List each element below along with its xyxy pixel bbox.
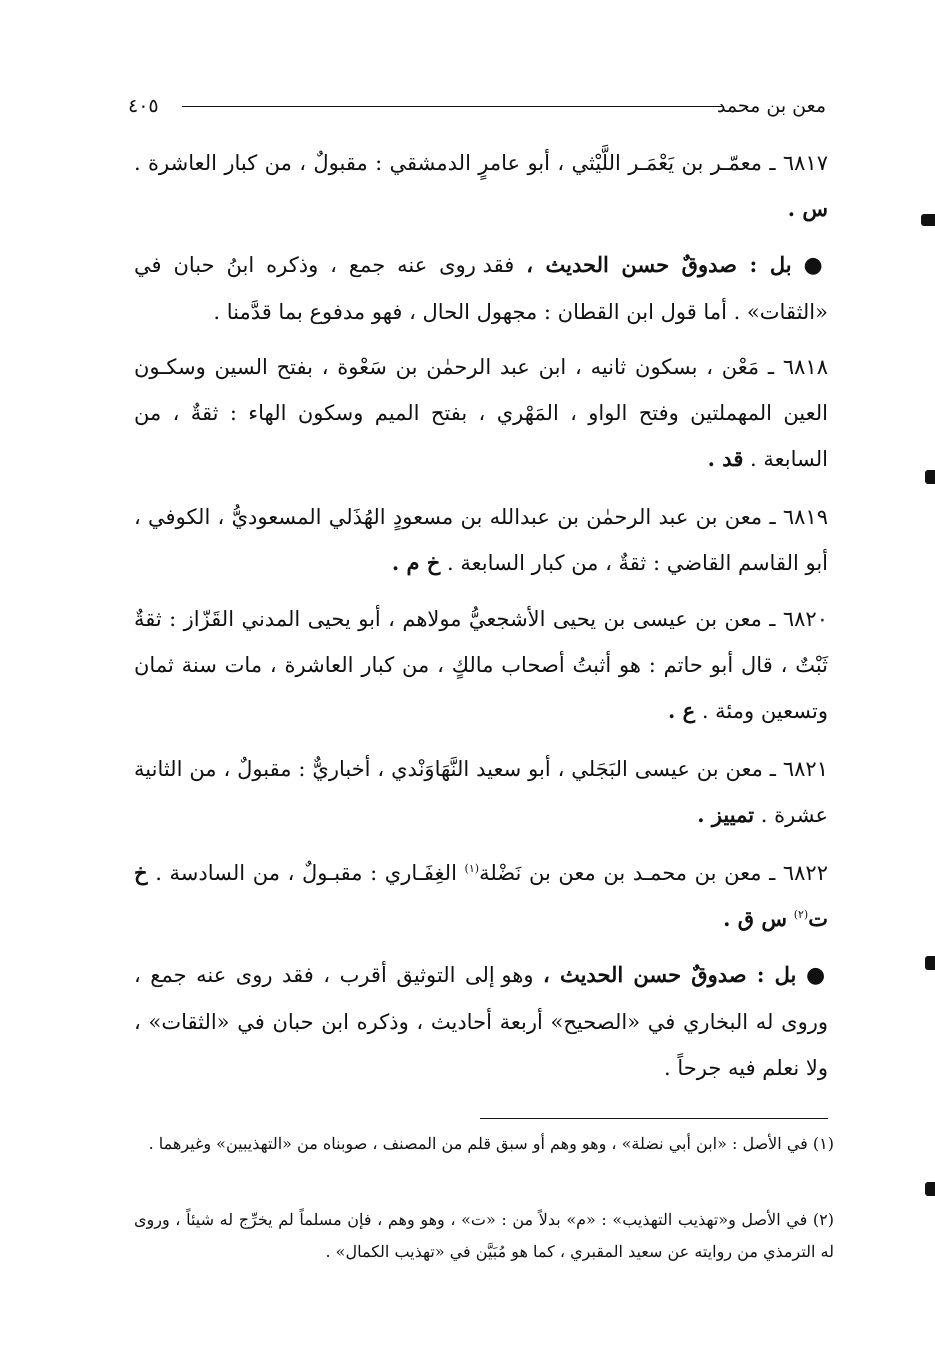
source-symbol: قد . [707,446,744,471]
header-rule [182,106,722,107]
footnote-1 [134,1128,834,1160]
entry-6818 [134,344,828,482]
entry-6821 [134,746,828,838]
source-symbol-2: س ق . [723,906,788,931]
footnote-text: في الأصل و«تهذيب التهذيب» : «م» بدلاً من : «ت» ، وهو وهم ، فإن مسلماً لم يخرِّج له شيئاً ، وروى له الترمذي من روايته عن سعيد المقبري ، كما هو مُبَيَّن في «تهذيب الكمال» . [134,1210,834,1261]
footnote-2 [134,1204,834,1268]
source-symbol: خ ت [134,860,828,931]
running-title: معن بن محمد [716,95,826,117]
page-header [128,92,826,124]
comment-6817 [134,242,828,335]
scan-edge-mark [925,956,935,970]
comment-lead: بل : صدوقٌ حسن الحديث ، [526,252,792,277]
comment-lead: بل : صدوقٌ حسن الحديث ، [543,962,797,987]
footnote-number: (٢) [812,1210,834,1229]
entry-6820 [134,596,828,734]
footnote-ref-1: (١) [464,862,480,875]
entry-text: ٦٨٢١ ـ معن بن عيسى البَجَلي ، أبو سعيد النَّهَاوَنْدي ، أخباريٌّ : مقبولٌ ، من الثانية عشرة . [134,757,828,827]
bullet-icon: ● [805,963,829,988]
source-symbol: ع . [667,698,696,723]
entry-text-part-1: ٦٨٢٢ ـ معن بن محمـد بن معن بن نَضْلة [479,861,828,885]
comment-6822 [134,952,828,1091]
entry-text: ٦٨١٧ ـ معمّـر بن يَعْمَـر اللَّيْثي ، أبو عامرٍ الدمشقي : مقبولٌ ، من كبار العاشرة . [134,151,828,175]
footnote-rule [480,1118,828,1119]
entry-text: ٦٨١٩ ـ معن بن عبد الرحمٰن بن عبدالله بن مسعودٍ الهُذَلي المسعوديُّ ، الكوفي ، أبو القاسم القاضي : ثقةٌ ، من كبار السابعة . [134,505,828,575]
scan-edge-mark [921,214,935,226]
source-symbol: خ م . [391,550,441,575]
bullet-icon: ● [803,253,828,278]
entry-text-part-2: الغِفَـاري : مقبـولٌ ، من السادسة . [155,861,457,885]
entry-6817 [134,140,828,232]
scan-edge-mark [925,470,935,484]
comment-text: فقد روى عنه جمع ، وذكره ابنُ حبان في «الثقات» . أما قول ابن القطان : مجهول الحال ، فهو مدفوع بما قدَّمنا . [134,253,828,324]
source-symbol: س . [787,196,828,221]
footnote-ref-2: (٢) [793,908,809,921]
scan-edge-mark [925,1182,935,1196]
comment-text: وهو إلى التوثيق أقرب ، فقد روى عنه جمع ، وروى له البخاري في «الصحيح» أربعة أحاديث ، وذكره ابن حبان في «الثقات» ، ولا نعلم فيه جرحاً . [134,963,828,1080]
entry-text: ٦٨١٨ ـ مَعْن ، بسكون ثانيه ، ابن عبد الرحمٰن بن سَعْوة ، بفتح السين وسكـون العين المهملتين وفتح الواو ، المَهْري ، بفتح الميم وسكون الهاء : ثقةٌ ، من السابعة . [134,355,828,471]
footnote-text: في الأصل : «ابن أبي نضلة» ، وهو وهم أو سبق قلم من المصنف ، صوبناه من «التهذيبين» وغيرهما . [148,1134,808,1153]
entry-6819 [134,494,828,586]
entry-text: ٦٨٢٠ ـ معن بن عيسى بن يحيى الأشجعيُّ مولاهم ، أبو يحيى المدني القَزّاز : ثقةٌ ثَبْتٌ ، قال أبو حاتم : هو أثبتُ أصحاب مالكٍ ، من كبار العاشرة ، مات سنة ثمان وتسعين ومئة . [134,607,828,723]
source-symbol: تمييز . [697,802,755,827]
page-number: ٤٠٥ [128,95,159,117]
entry-6822 [134,850,828,942]
footnote-number: (١) [812,1134,834,1153]
